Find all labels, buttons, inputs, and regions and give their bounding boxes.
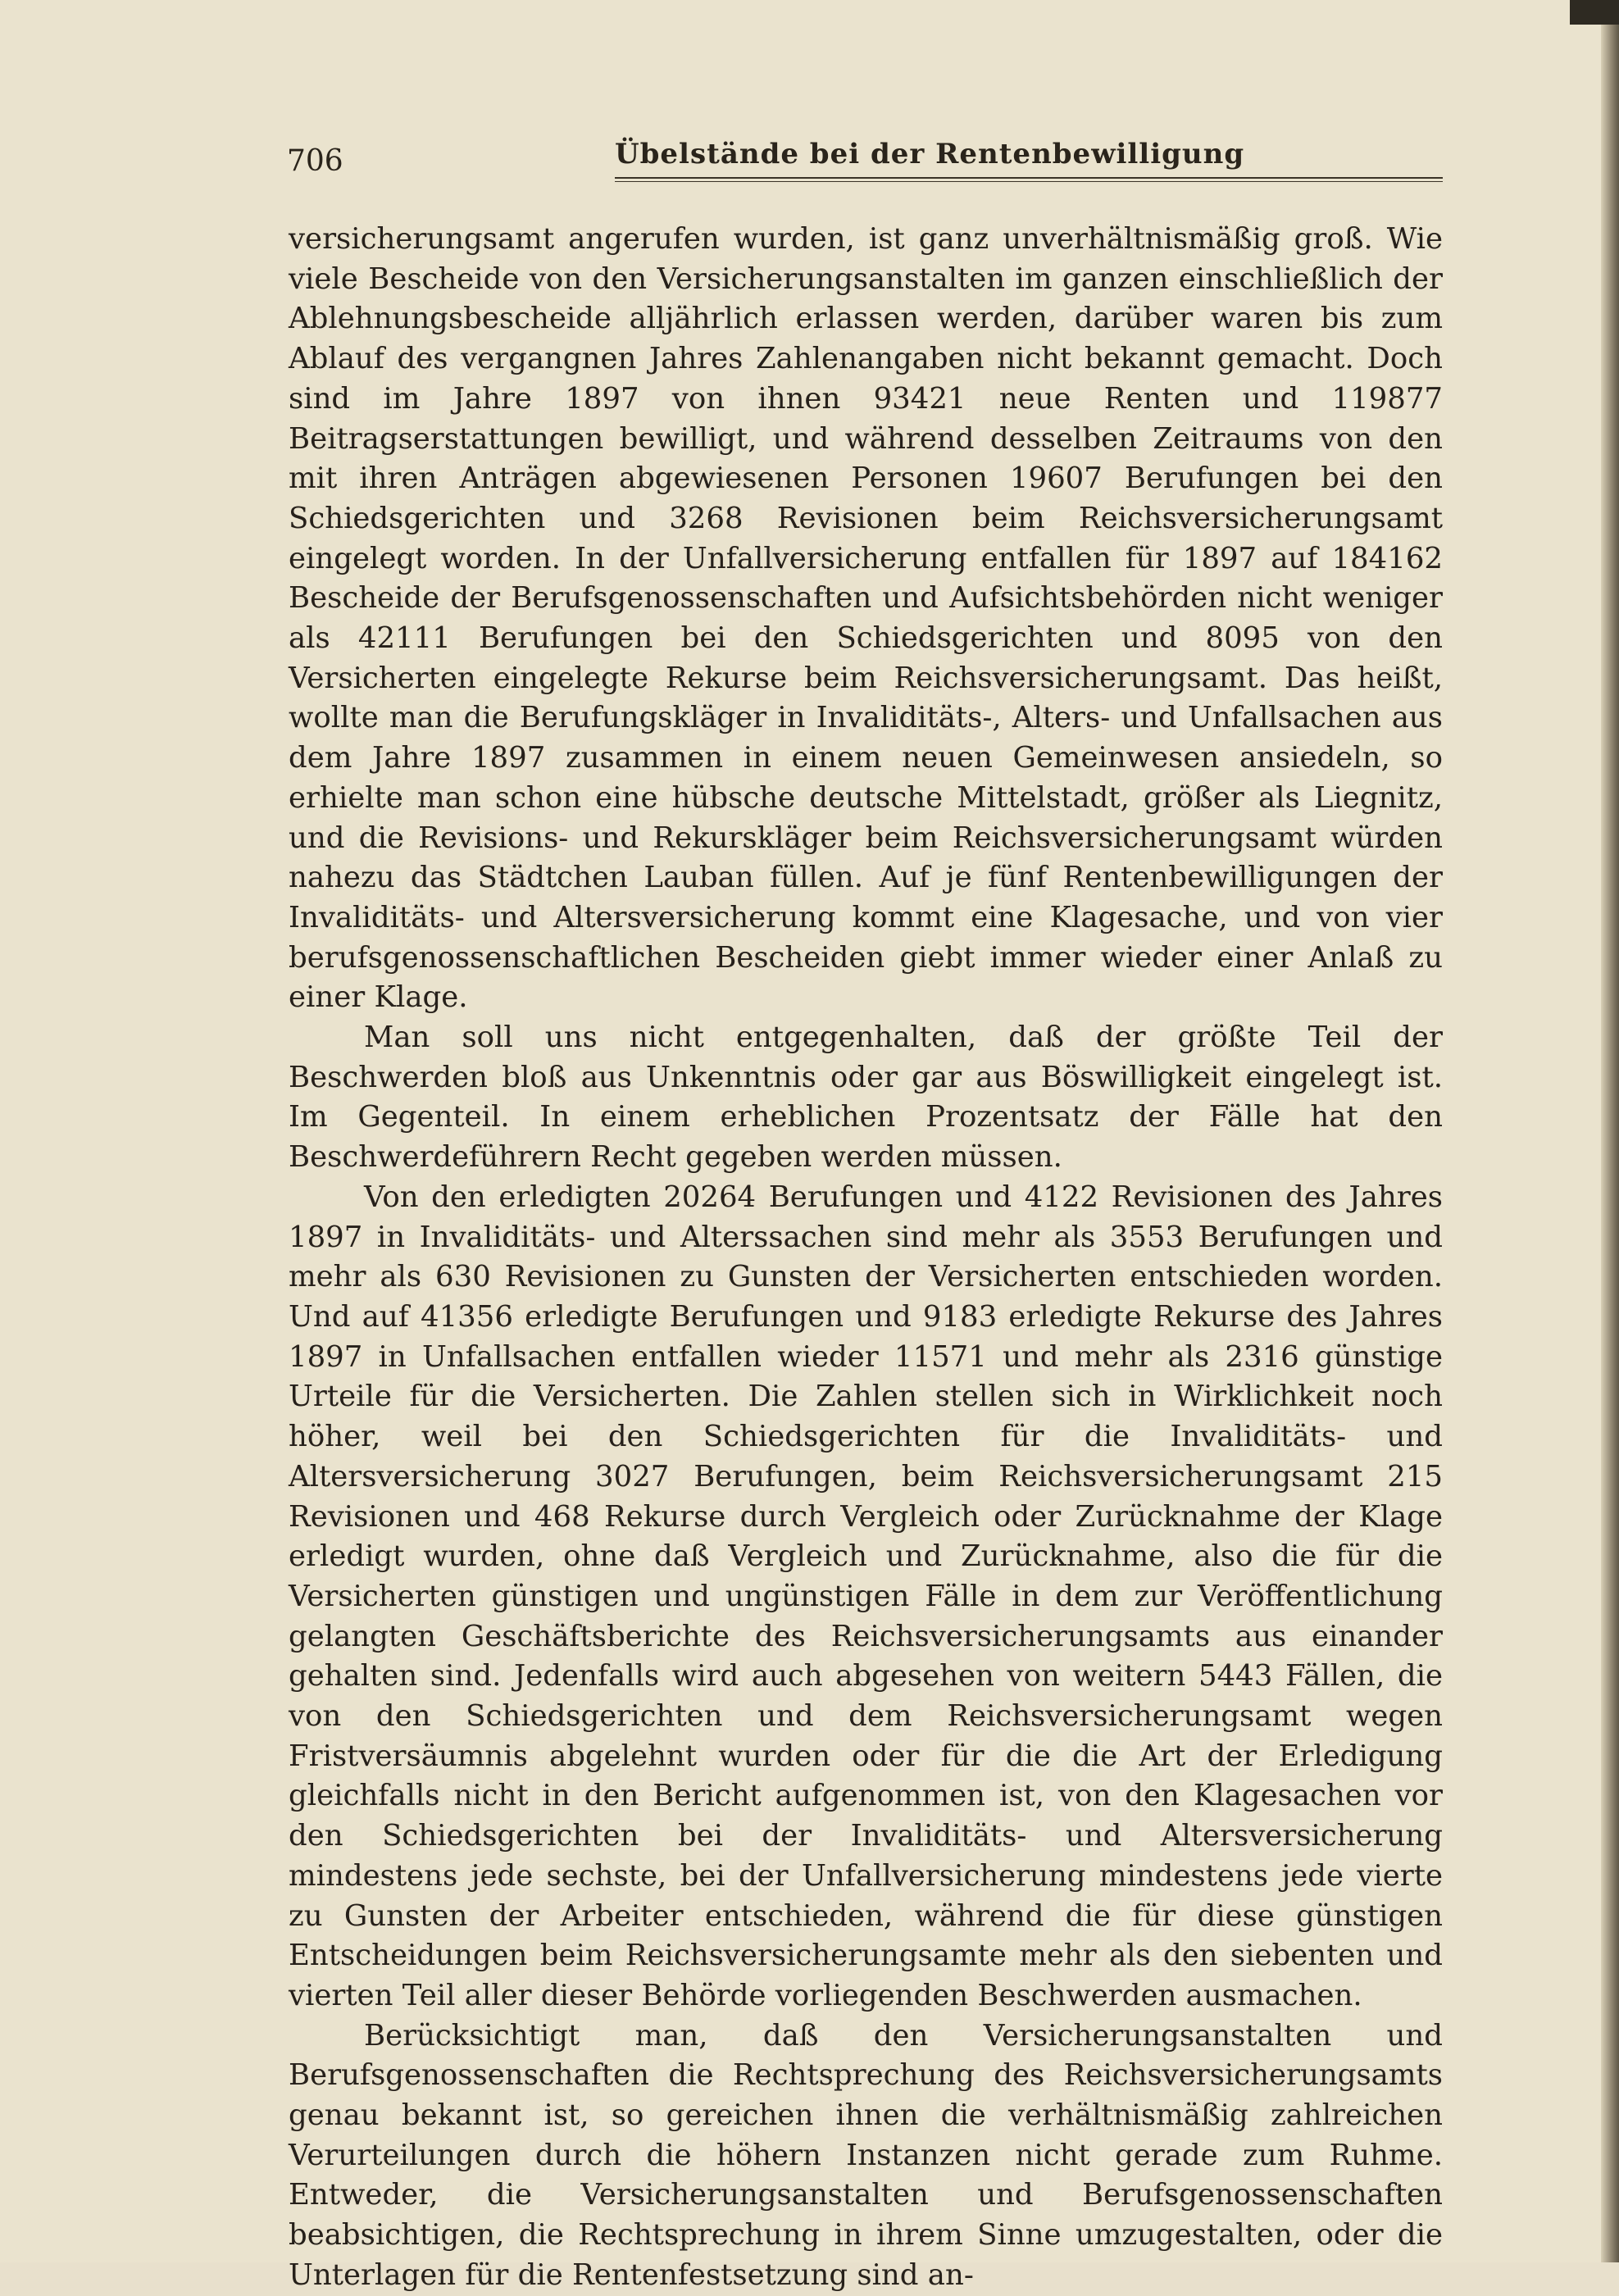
running-head: Übelstände bei der Rentenbewilligung	[615, 138, 1245, 170]
header-rule	[615, 177, 1443, 182]
page-number: 706	[287, 144, 343, 178]
paragraph: Berücksichtigt man, daß den Versicherungsanstalten und Berufsgenossenschaften die Rechtsprechung des Reichsversicherungsamts genau bekannt ist, so gereichen ihnen die verhältnismäßig zahlreichen Verurteilungen durch die höhern Instanzen nicht gerade zum Ruhme. Entweder, die Versicherungsanstalten und Berufsgenossenschaften beabsichtigen, die Rechtsprechung in ihrem Sinne umzugestalten, oder die Unterlagen für die Rentenfestsetzung sind an-	[289, 2018, 1443, 2292]
paragraph: versicherungsamt angerufen wurden, ist ganz unverhältnismäßig groß. Wie viele Bescheide von den Versicherungsanstalten im ganzen einschließlich der Ablehnungsbescheide alljährlich erlassen werden, darüber waren bis zum Ablauf des vergangnen Jahres Zahlenangaben nicht bekannt gemacht. Doch sind im Jahre 1897 von ihnen 93421 neue Renten und 119877 Beitragserstattungen bewilligt, und während desselben Zeitraums von den mit ihren Anträgen abgewiesenen Personen 19607 Berufungen bei den Schiedsgerichten und 3268 Revisionen beim Reichsversicherungsamt eingelegt worden. In der Unfallversicherung entfallen für 1897 auf 184162 Bescheide der Berufsgenossenschaften und Aufsichtsbehörden nicht weniger als 42111 Berufungen bei den Schiedsgerichten und 8095 von den Versicherten eingelegte Rekurse beim Reichsversicherungsamt. Das heißt, wollte man die Berufungskläger in Invaliditäts-, Alters- und Unfallsachen aus dem Jahre 1897 zusammen in einem neuen Gemeinwesen ansiedeln, so erhielte man schon eine hübsche deutsche Mittelstadt, größer als Liegnitz, und die Revisions- und Rekurskläger beim Reichsversicherungsamt würden nahezu das Städtchen Lauban füllen. Auf je fünf Rentenbewilligungen der Invaliditäts- und Altersversicherung kommt eine Klagesache, und von vier berufsgenossenschaftlichen Bescheiden giebt immer wieder einer Anlaß zu einer Klage.	[289, 222, 1443, 1015]
paragraph: Man soll uns nicht entgegenhalten, daß der größte Teil der Beschwerden bloß aus Unkenntnis oder gar aus Böswilligkeit eingelegt ist. Im Gegenteil. In einem erheblichen Prozentsatz der Fälle hat den Beschwerdeführern Recht gegeben werden müssen.	[289, 1021, 1443, 1175]
page-corner-shadow	[1570, 0, 1619, 25]
page-header	[287, 138, 1443, 187]
paragraph: Von den erledigten 20264 Berufungen und 4122 Revisionen des Jahres 1897 in Invaliditäts- und Alterssachen sind mehr als 3553 Berufungen und mehr als 630 Revisionen zu Gunsten der Versicherten entschieden worden. Und auf 41356 erledigte Berufungen und 9183 erledigte Rekurse des Jahres 1897 in Unfallsachen entfallen wieder 11571 und mehr als 2316 günstige Urteile für die Versicherten. Die Zahlen stellen sich in Wirklichkeit noch höher, weil bei den Schiedsgerichten für die Invaliditäts- und Altersversicherung 3027 Berufungen, beim Reichsversicherungsamt 215 Revisionen und 468 Rekurse durch Vergleich oder Zurücknahme der Klage erledigt wurden, ohne daß Vergleich und Zurücknahme, also die für die Versicherten günstigen und ungünstigen Fälle in dem zur Veröffentlichung gelangten Geschäftsberichte des Reichsversicherungsamts aus einander gehalten sind. Jedenfalls wird auch abgesehen von weitern 5443 Fällen, die von den Schiedsgerichten und dem Reichsversicherungsamt wegen Fristversäumnis abgelehnt wurden oder für die die Art der Erledigung gleichfalls nicht in den Bericht aufgenommen ist, von den Klagesachen vor den Schiedsgerichten bei der Invaliditäts- und Altersversicherung mindestens jede sechste, bei der Unfallversicherung mindestens jede vierte zu Gunsten der Arbeiter entschieden, während die für diese günstigen Entscheidungen beim Reichsversicherungsamte mehr als den siebenten und vierten Teil aller dieser Behörde vorliegenden Beschwerden ausmachen.	[289, 1180, 1443, 2012]
body-text	[289, 220, 1443, 2296]
page-edge-shadow	[1601, 0, 1619, 2262]
